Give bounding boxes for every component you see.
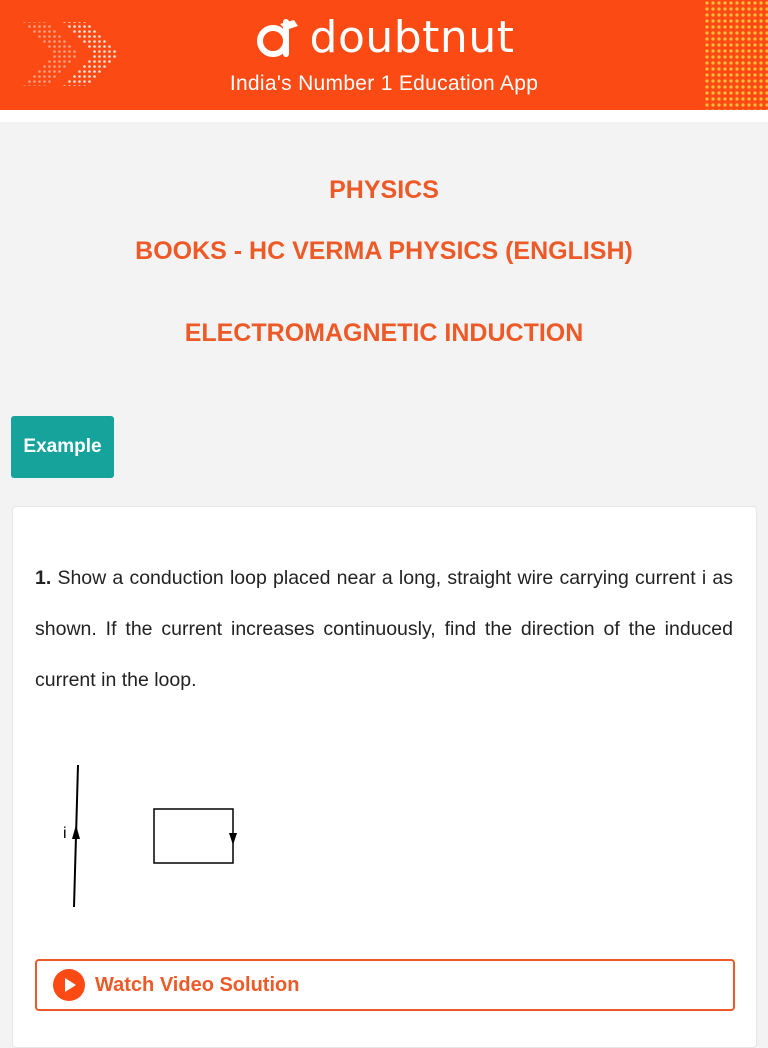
wire-loop-figure: [63, 763, 263, 913]
brand[interactable]: [0, 14, 768, 62]
doubtnut-logo-icon: [254, 16, 300, 60]
watch-video-label: Watch Video Solution: [95, 973, 300, 996]
header-divider: [0, 110, 768, 122]
brand-name: doubtnut: [309, 12, 515, 63]
book-heading: BOOKS - HC VERMA PHYSICS (ENGLISH): [135, 237, 633, 265]
tagline: India's Number 1 Education App: [229, 72, 539, 95]
question-text-block: [35, 553, 733, 706]
loop-current-arrow: [229, 833, 237, 845]
current-label: i: [63, 825, 67, 842]
conducting-loop: [154, 809, 233, 863]
question-card: [12, 506, 757, 1048]
watch-video-solution-button[interactable]: [35, 959, 735, 1011]
subject-heading: PHYSICS: [329, 176, 439, 204]
question-text: Show a conduction loop placed near a long, straight wire carrying current i as shown. If the current increases continuously, find the direction of the induced current in the loop.: [35, 567, 733, 691]
current-arrow: [72, 825, 80, 839]
app-header: [0, 0, 768, 110]
chapter-heading: ELECTROMAGNETIC INDUCTION: [184, 319, 584, 347]
play-icon: [53, 969, 85, 1001]
example-section-button[interactable]: Example: [11, 416, 114, 478]
question-number: 1.: [35, 567, 52, 589]
